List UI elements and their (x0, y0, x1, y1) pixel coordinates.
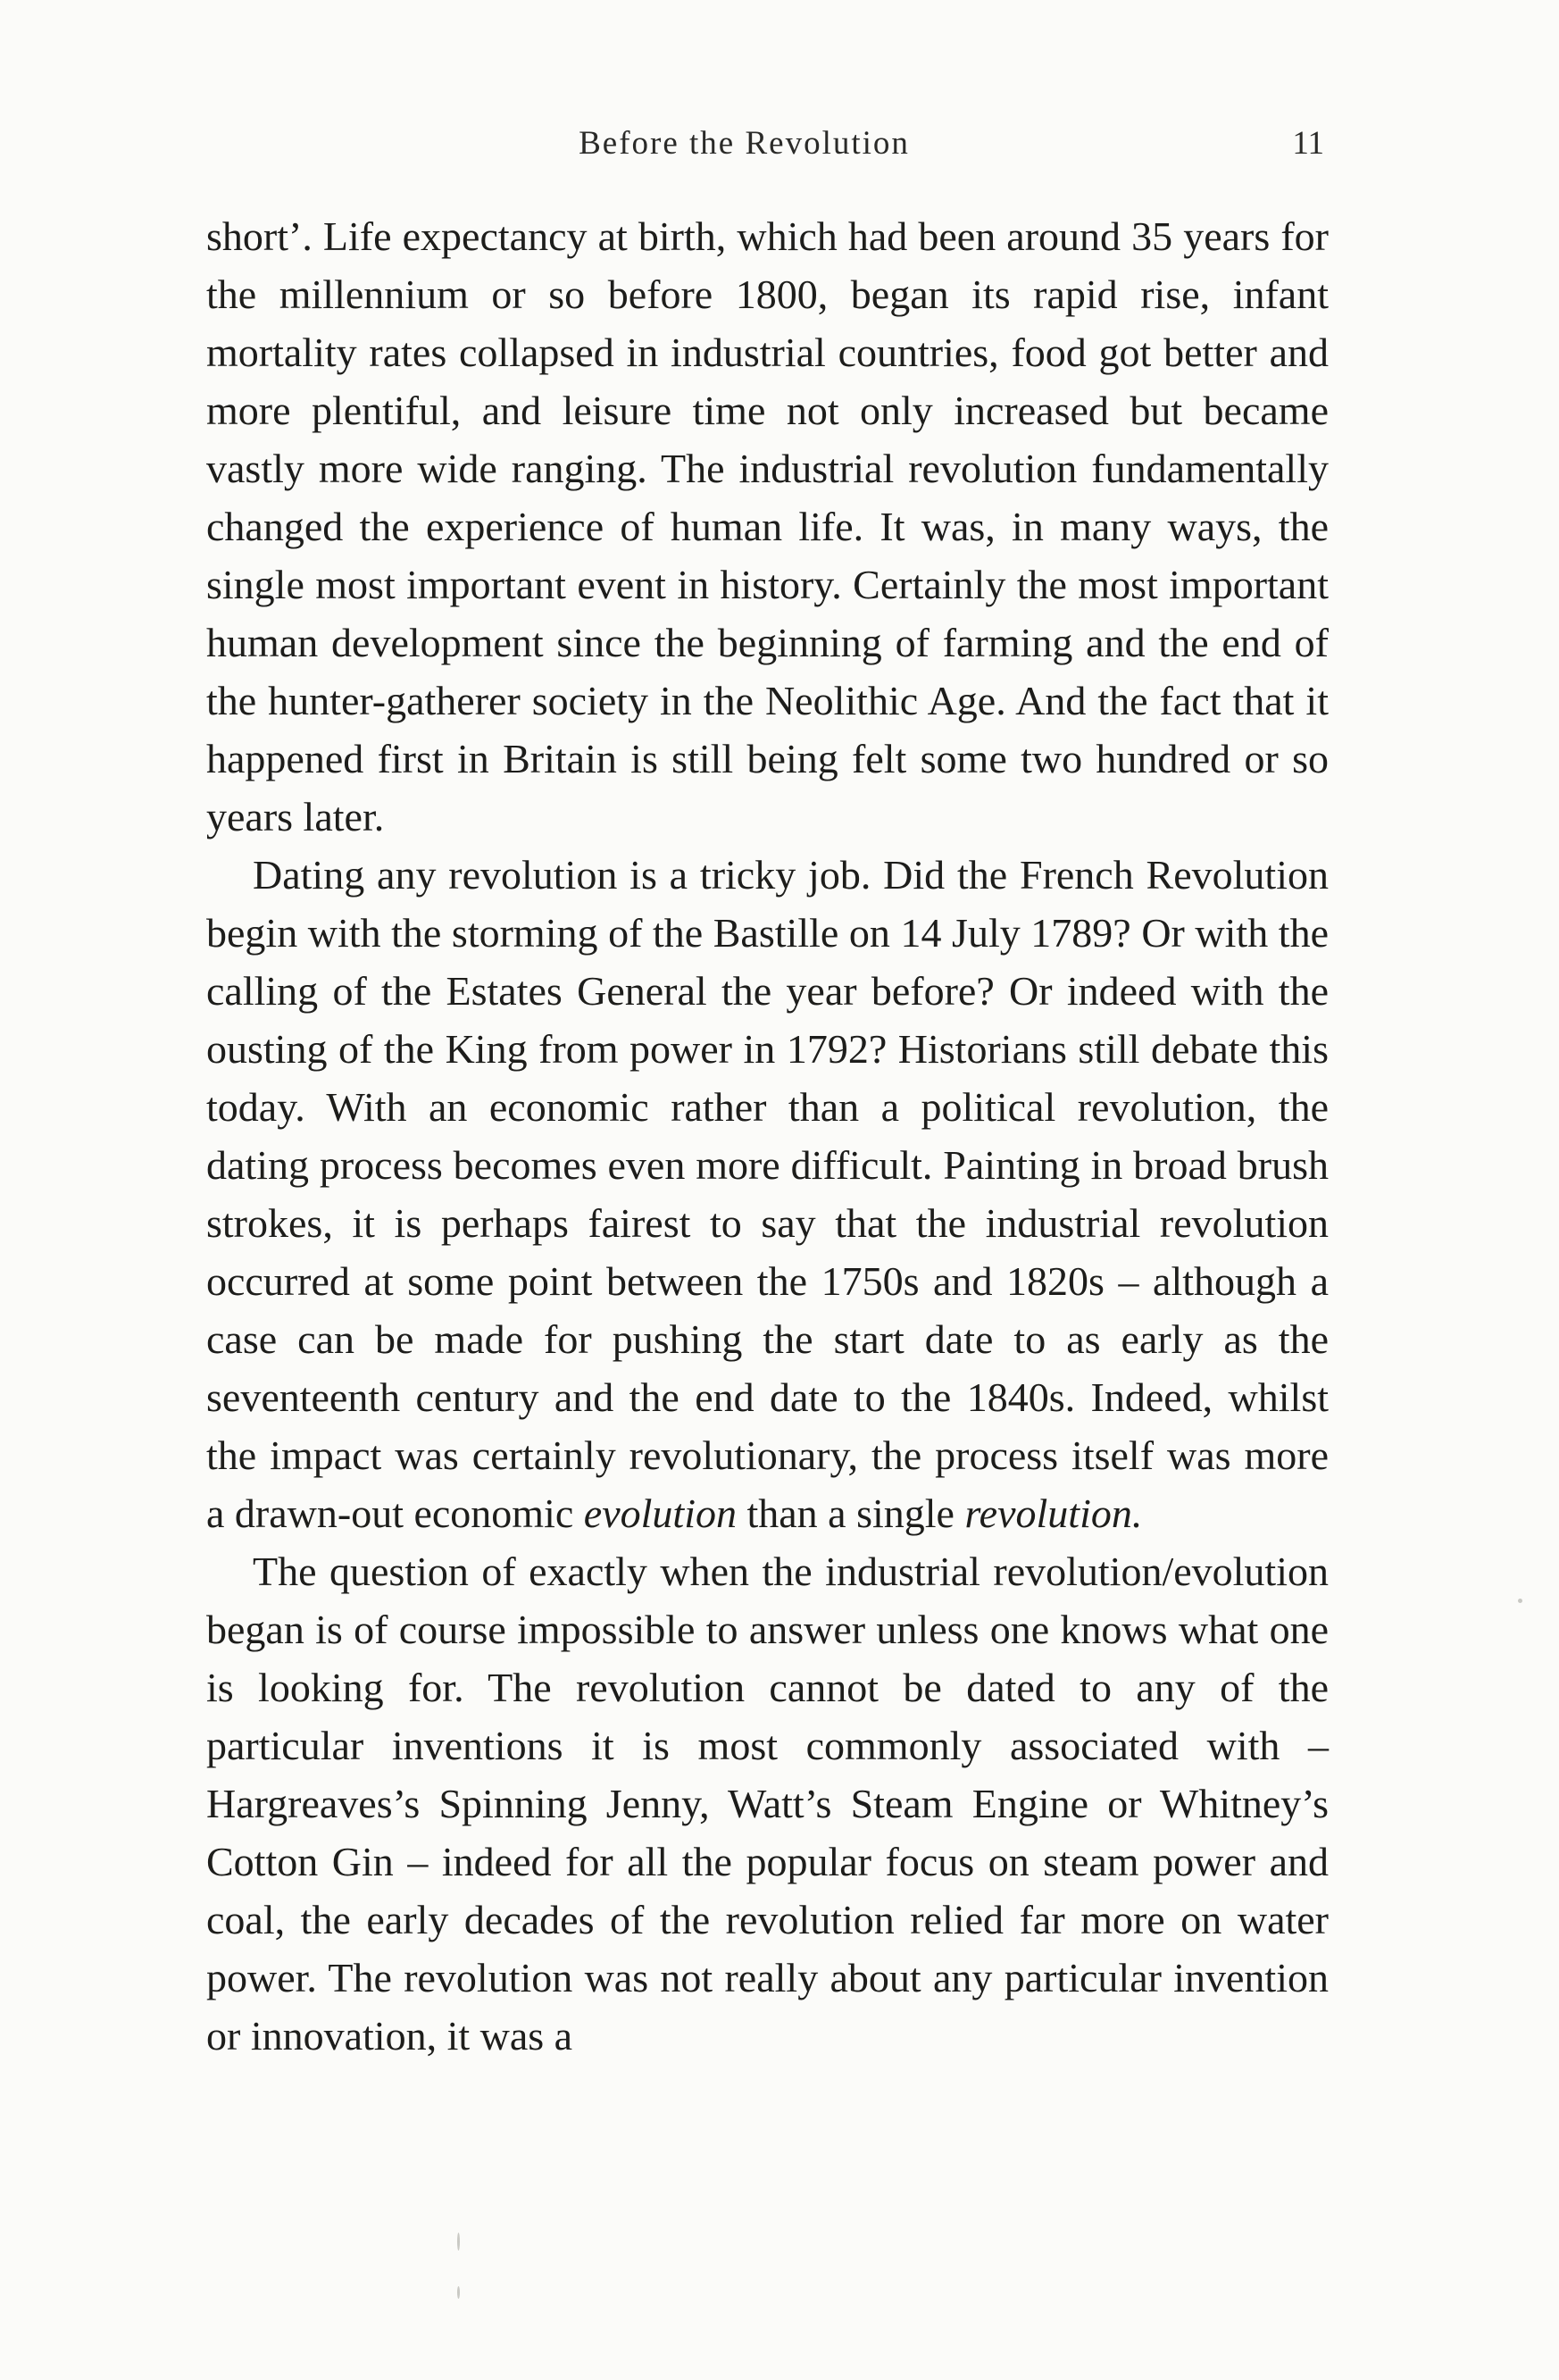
paragraph-1 (206, 207, 1329, 846)
paper-speck (457, 2286, 460, 2299)
running-head-title: Before the Revolution (579, 125, 910, 162)
paragraph-2 (206, 846, 1329, 1542)
paragraph-3 (206, 1542, 1329, 2065)
paragraph-2-connector: than a single (736, 1491, 965, 1536)
italic-word-revolution: revolution. (964, 1491, 1143, 1536)
paragraph-3-text: The question of exactly when the industrial revolution/evolution began is of course impossible to answer unless one knows what one is looking for. The revolution cannot be dated to any of the particular inventions it is most commonly associated with – Hargreaves’s Spinning Jenny, Watt’s Steam Engine or Whitney’s Cotton Gin – indeed for all the popular focus on steam power and coal, the early decades of the revolution relied far more on water power. The revolution was not really about any particular invention or innovation, it was a (206, 1549, 1329, 2058)
paragraph-2-text: Dating any revolution is a tricky job. Did the French Revolution begin with the storming of the Bastille on 14 July 1789? Or with the calling of the Estates General the year before? Or indeed with the ousting of the King from power in 1792? Historians still debate this today. With an economic rather than a political revolution, the dating process becomes even more difficult. Painting in broad brush strokes, it is perhaps fairest to say that the industrial revolution occurred at some point between the 1750s and 1820s – although a case can be made for pushing the start date to as early as the seventeenth century and the end date to the 1840s. Indeed, whilst the impact was certainly revolutionary, the process itself was more a drawn-out economic (206, 852, 1329, 1536)
running-head (0, 121, 1559, 166)
paragraph-1-text: short’. Life expectancy at birth, which had been around 35 years for the millennium or so before 1800, began its rapid rise, infant mortality rates collapsed in industrial countries, food got better and more plentiful, and leisure time not only increased but became vastly more wide ranging. The industrial revolution fundamentally changed the experience of human life. It was, in many ways, the single most important event in history. Certainly the most important human development since the beginning of farming and the end of the hunter-gatherer society in the Neolithic Age. And the fact that it happened first in Britain is still being felt some two hundred or so years later. (206, 213, 1329, 839)
paper-speck (1518, 1599, 1522, 1603)
italic-word-evolution: evolution (583, 1491, 737, 1536)
body-text (206, 207, 1329, 2065)
paper-speck (457, 2233, 460, 2251)
page-number: 11 (1292, 125, 1324, 162)
